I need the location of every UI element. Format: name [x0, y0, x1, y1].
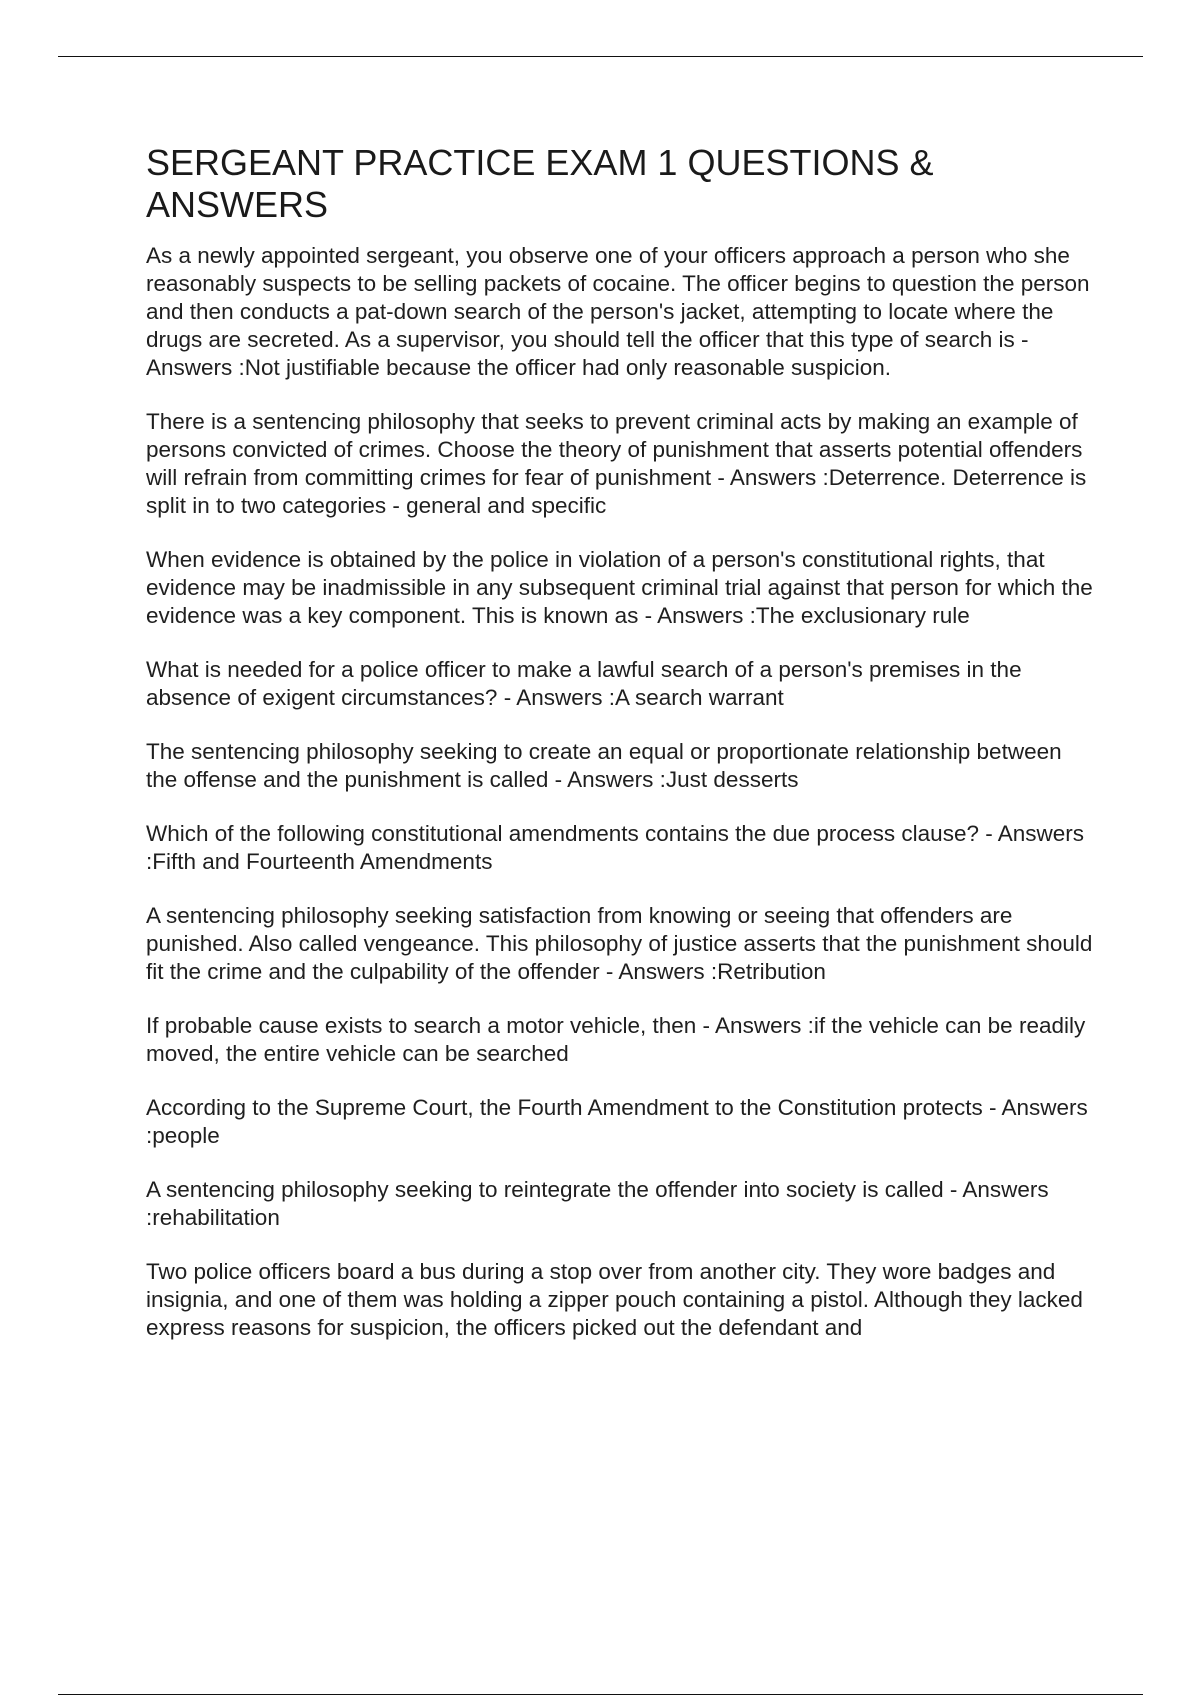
qa-paragraph: What is needed for a police officer to make a lawful search of a person's premises in the absence of exigent circumstances? - Answers :A search warrant	[146, 657, 1022, 710]
qa-paragraph: When evidence is obtained by the police in violation of a person's constitutional rights, that evidence may be inadmissible in any subsequent criminal trial against that person for which the evidence was a key component. This is known as - Answers :The exclusionary rule	[146, 547, 1093, 628]
qa-paragraph: If probable cause exists to search a motor vehicle, then - Answers :if the vehicle can be readily moved, the entire vehicle can be searched	[146, 1013, 1086, 1066]
qa-paragraph: There is a sentencing philosophy that seeks to prevent criminal acts by making an example of persons convicted of crimes. Choose the theory of punishment that asserts potential offenders will refrain from committing crimes for fear of punishment - Answers :Deterrence. Deterrence is split in to two categories - general and specific	[146, 409, 1087, 518]
qa-paragraph: A sentencing philosophy seeking satisfaction from knowing or seeing that offenders are punished. Also called vengeance. This philosophy of justice asserts that the punishment should fit the crime and the culpability of the offender - Answers :Retribution	[146, 903, 1093, 984]
qa-paragraph: A sentencing philosophy seeking to reintegrate the offender into society is called - Answers :rehabilitation	[146, 1177, 1049, 1230]
qa-paragraph: Which of the following constitutional amendments contains the due process clause? - Answers :Fifth and Fourteenth Amendments	[146, 821, 1085, 874]
qa-paragraph: As a newly appointed sergeant, you observe one of your officers approach a person who she reasonably suspects to be selling packets of cocaine. The officer begins to question the person and then conducts a pat-down search of the person's jacket, attempting to locate where the drugs are secreted. As a supervisor, you should tell the officer that this type of search is - Answers :Not justifiable because the officer had only reasonable suspicion.	[146, 243, 1090, 380]
qa-paragraph: Two police officers board a bus during a stop over from another city. They wore badges and insignia, and one of them was holding a zipper pouch containing a pistol. Although they lacked express reasons for suspicion, the officers picked out the defendant and	[146, 1259, 1083, 1340]
document-page	[146, 142, 1096, 1368]
qa-paragraph: According to the Supreme Court, the Fourth Amendment to the Constitution protects - Answers :people	[146, 1095, 1088, 1148]
bottom-divider	[58, 1694, 1143, 1695]
qa-paragraph: The sentencing philosophy seeking to create an equal or proportionate relationship between the offense and the punishment is called - Answers :Just desserts	[146, 739, 1062, 792]
top-divider	[58, 56, 1143, 57]
page-title: SERGEANT PRACTICE EXAM 1 QUESTIONS & ANSWERS	[146, 142, 934, 225]
